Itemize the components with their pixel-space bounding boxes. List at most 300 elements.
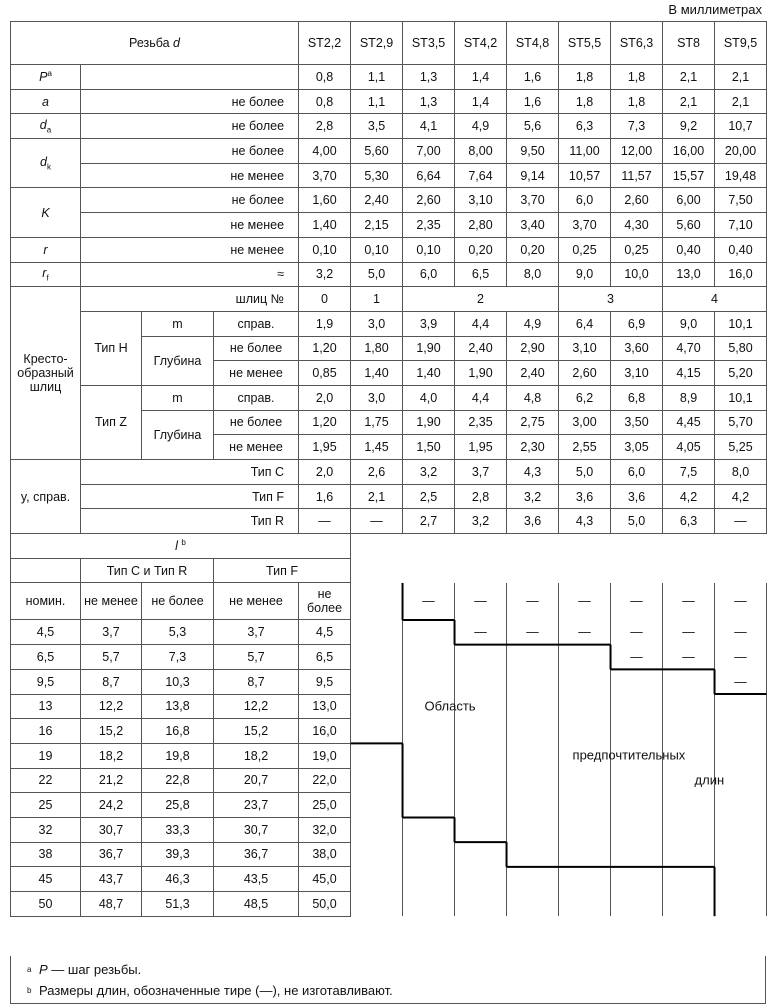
length-limit: 22,0 [299, 768, 351, 793]
length-symbol: l [175, 539, 178, 554]
slot-H-depth-min-value: 2,40 [507, 361, 559, 386]
units-note: В миллиметрах [668, 2, 762, 17]
a-value: 1,8 [611, 89, 663, 114]
dk-min-value: 9,14 [507, 163, 559, 188]
slot-H-depth-min-value: 1,40 [403, 361, 455, 386]
da-value: 5,6 [507, 114, 559, 139]
length-availability-cell [455, 867, 507, 892]
length-availability-cell [403, 669, 455, 694]
pitch-value: 2,1 [663, 65, 715, 90]
dk-min-value: 5,30 [351, 163, 403, 188]
rf-value: 8,0 [507, 262, 559, 287]
length-availability-cell [507, 867, 559, 892]
length-availability-cell [663, 768, 715, 793]
slot-H-depth-min-value: 0,85 [299, 361, 351, 386]
qualifier: не менее [214, 435, 299, 460]
qualifier: не более [81, 89, 299, 114]
length-availability-cell [507, 694, 559, 719]
nominal-length: 6,5 [11, 645, 81, 670]
param-dk [11, 139, 81, 188]
length-limit: 30,7 [81, 817, 142, 842]
length-availability-cell [663, 694, 715, 719]
r-value: 0,10 [403, 237, 455, 262]
dk-min-value: 11,57 [611, 163, 663, 188]
slot-Z-m-value: 10,1 [715, 385, 767, 410]
y-C-value: 3,2 [403, 460, 455, 485]
table-row [11, 484, 767, 509]
table-row [11, 385, 767, 410]
dk-max-value: 16,00 [663, 139, 715, 164]
table-row [11, 213, 767, 238]
slot-Z-depth-max-value: 1,90 [403, 410, 455, 435]
slot-number: 4 [663, 287, 767, 312]
y-type-F: Тип F [81, 484, 299, 509]
thread-header [11, 22, 299, 65]
length-availability-cell [403, 793, 455, 818]
qualifier: не менее [81, 213, 299, 238]
length-limit: 12,2 [81, 694, 142, 719]
a-value: 1,3 [403, 89, 455, 114]
qualifier-empty [81, 65, 299, 90]
length-limit: 8,7 [214, 669, 299, 694]
length-type-CR: Тип C и Тип R [81, 558, 214, 583]
length-availability-cell [663, 669, 715, 694]
r-value: 0,20 [507, 237, 559, 262]
y-F-value: 3,6 [559, 484, 611, 509]
K-min-value: 1,40 [299, 213, 351, 238]
y-type-R: Тип R [81, 509, 299, 534]
K-max-value: 3,10 [455, 188, 507, 213]
nominal-length: 16 [11, 719, 81, 744]
slot-Z-depth-max-value: 1,20 [299, 410, 351, 435]
length-availability-cell [351, 669, 403, 694]
length-availability-cell [455, 892, 507, 917]
length-limit: 5,7 [81, 645, 142, 670]
max-label: не более [142, 583, 214, 620]
r-value: 0,25 [611, 237, 663, 262]
length-availability-cell [715, 867, 767, 892]
length-availability-cell [351, 817, 403, 842]
y-F-value: 2,8 [455, 484, 507, 509]
K-min-value: 3,40 [507, 213, 559, 238]
length-limit: 9,5 [299, 669, 351, 694]
length-availability-cell [403, 743, 455, 768]
pitch-value: 1,8 [611, 65, 663, 90]
dk-max-value: 4,00 [299, 139, 351, 164]
length-availability-cell [455, 793, 507, 818]
K-max-value: 2,60 [403, 188, 455, 213]
y-R-value: 3,2 [455, 509, 507, 534]
slot-H-depth-min-value: 1,40 [351, 361, 403, 386]
length-availability-cell [403, 645, 455, 670]
length-limit: 8,7 [81, 669, 142, 694]
length-availability-cell [455, 669, 507, 694]
length-availability-cell [455, 645, 507, 670]
length-limit: 51,3 [142, 892, 214, 917]
not-manufactured-dash: — [611, 583, 663, 620]
param-r [11, 237, 81, 262]
length-limit: 16,8 [142, 719, 214, 744]
y-C-value: 3,7 [455, 460, 507, 485]
rf-value: 6,0 [403, 262, 455, 287]
length-limit: 39,3 [142, 842, 214, 867]
K-max-value: 6,00 [663, 188, 715, 213]
slot-number-label: шлиц № [81, 287, 299, 312]
slot-Z-depth-max-value: 3,00 [559, 410, 611, 435]
m-label: m [142, 385, 214, 410]
r-value: 0,20 [455, 237, 507, 262]
length-availability-cell [715, 793, 767, 818]
slot-H-depth-max-value: 3,10 [559, 336, 611, 361]
table-row [11, 139, 767, 164]
y-F-value: 3,6 [611, 484, 663, 509]
y-R-value: — [715, 509, 767, 534]
nominal-length: 45 [11, 867, 81, 892]
table-row [11, 583, 767, 620]
K-min-value: 2,15 [351, 213, 403, 238]
thread-symbol: d [173, 36, 180, 50]
table-row [11, 287, 767, 312]
length-limit: 38,0 [299, 842, 351, 867]
y-R-value: 2,7 [403, 509, 455, 534]
slot-H-m-value: 4,9 [507, 311, 559, 336]
da-value: 7,3 [611, 114, 663, 139]
length-availability-cell [663, 817, 715, 842]
y-C-value: 2,0 [299, 460, 351, 485]
length-limit: 5,3 [142, 620, 214, 645]
symbol: P [39, 70, 48, 85]
slot-H-m-value: 3,9 [403, 311, 455, 336]
symbol: a [42, 94, 49, 109]
pitch-value: 1,6 [507, 65, 559, 90]
y-R-value: 3,6 [507, 509, 559, 534]
length-limit: 48,5 [214, 892, 299, 917]
depth-label: Глубина [142, 410, 214, 459]
symbol: d [39, 117, 47, 132]
length-limit: 18,2 [81, 743, 142, 768]
length-limit: 32,0 [299, 817, 351, 842]
length-availability-cell [403, 817, 455, 842]
length-limit: 19,0 [299, 743, 351, 768]
length-type-F: Тип F [214, 558, 351, 583]
y-R-value: 4,3 [559, 509, 611, 534]
param-rf [11, 262, 81, 287]
table-row [11, 842, 767, 867]
length-availability-cell [507, 743, 559, 768]
length-availability-cell [559, 892, 611, 917]
table-row [11, 22, 767, 65]
not-manufactured-dash: — [559, 583, 611, 620]
length-limit: 48,7 [81, 892, 142, 917]
table-row [11, 163, 767, 188]
y-F-value: 2,5 [403, 484, 455, 509]
slot-H-depth-min-value: 3,10 [611, 361, 663, 386]
footnote-a-symbol: P [39, 962, 48, 977]
a-value: 0,8 [299, 89, 351, 114]
footnote-a [27, 961, 765, 982]
length-limit: 3,7 [214, 620, 299, 645]
not-manufactured-dash: — [455, 620, 507, 645]
not-manufactured-dash: — [559, 620, 611, 645]
qualifier: не менее [214, 361, 299, 386]
nominal-length: 22 [11, 768, 81, 793]
length-availability-cell [507, 817, 559, 842]
table-row [11, 188, 767, 213]
dk-max-value: 7,00 [403, 139, 455, 164]
y-F-value: 2,1 [351, 484, 403, 509]
rf-value: 9,0 [559, 262, 611, 287]
slot-H-depth-max-value: 2,90 [507, 336, 559, 361]
y-R-value: 5,0 [611, 509, 663, 534]
qualifier: не менее [81, 237, 299, 262]
thread-size-header: ST2,9 [351, 22, 403, 65]
symbol: K [41, 205, 50, 220]
r-value: 0,40 [663, 237, 715, 262]
length-availability-cell [351, 583, 403, 620]
thread-size-header: ST6,3 [611, 22, 663, 65]
nominal-length: 25 [11, 793, 81, 818]
length-limit: 6,5 [299, 645, 351, 670]
length-limit: 22,8 [142, 768, 214, 793]
not-manufactured-dash: — [611, 620, 663, 645]
y-C-value: 8,0 [715, 460, 767, 485]
qualifier: не более [81, 139, 299, 164]
region-word-3: длин [694, 772, 725, 788]
slot-Z-depth-min-value: 1,50 [403, 435, 455, 460]
not-manufactured-dash: — [611, 645, 663, 670]
length-availability-cell [351, 867, 403, 892]
length-availability-cell [455, 842, 507, 867]
footnotes [10, 956, 766, 1004]
length-availability-cell [611, 694, 663, 719]
da-value: 10,7 [715, 114, 767, 139]
length-availability-cell [663, 719, 715, 744]
y-F-value: 4,2 [715, 484, 767, 509]
length-availability-cell [403, 719, 455, 744]
screw-dimensions-table [10, 21, 767, 917]
length-limit: 7,3 [142, 645, 214, 670]
a-value: 1,4 [455, 89, 507, 114]
length-availability-cell [351, 645, 403, 670]
length-availability-cell [611, 817, 663, 842]
table-row [11, 534, 767, 559]
length-availability-cell [403, 694, 455, 719]
length-availability-cell [507, 669, 559, 694]
not-manufactured-dash: — [715, 583, 767, 620]
length-limit: 15,2 [214, 719, 299, 744]
a-value: 1,6 [507, 89, 559, 114]
length-availability-cell [507, 793, 559, 818]
length-availability-cell [611, 743, 663, 768]
length-availability-cell [351, 620, 403, 645]
slot-Z-depth-min-value: 4,05 [663, 435, 715, 460]
thread-size-header: ST9,5 [715, 22, 767, 65]
y-label: y, справ. [11, 460, 81, 534]
table-cell [11, 558, 81, 583]
length-limit: 24,2 [81, 793, 142, 818]
length-availability-cell [611, 793, 663, 818]
r-value: 0,25 [559, 237, 611, 262]
a-value: 2,1 [663, 89, 715, 114]
table-row [11, 719, 767, 744]
y-C-value: 6,0 [611, 460, 663, 485]
length-limit: 46,3 [142, 867, 214, 892]
dk-min-value: 19,48 [715, 163, 767, 188]
length-limit: 43,5 [214, 867, 299, 892]
K-min-value: 7,10 [715, 213, 767, 238]
dk-min-value: 6,64 [403, 163, 455, 188]
length-availability-cell [559, 694, 611, 719]
y-C-value: 5,0 [559, 460, 611, 485]
param-K [11, 188, 81, 237]
slot-Z-m-value: 6,2 [559, 385, 611, 410]
length-availability-cell [455, 719, 507, 744]
length-availability-cell [507, 645, 559, 670]
y-F-value: 1,6 [299, 484, 351, 509]
slot-H-m-value: 9,0 [663, 311, 715, 336]
param-P [11, 65, 81, 90]
K-min-value: 4,30 [611, 213, 663, 238]
length-limit: 13,8 [142, 694, 214, 719]
length-availability-cell [559, 793, 611, 818]
reference-label: справ. [214, 311, 299, 336]
table-row [11, 768, 767, 793]
slot-Z-depth-max-value: 1,75 [351, 410, 403, 435]
length-limit: 4,5 [299, 620, 351, 645]
K-min-value: 2,35 [403, 213, 455, 238]
length-availability-cell [351, 743, 403, 768]
dk-min-value: 10,57 [559, 163, 611, 188]
footnote-mark-a: a [27, 965, 32, 974]
K-max-value: 2,60 [611, 188, 663, 213]
qualifier: не менее [81, 163, 299, 188]
K-max-value: 6,0 [559, 188, 611, 213]
length-limit: 19,8 [142, 743, 214, 768]
min-label: не менее [81, 583, 142, 620]
pitch-value: 1,4 [455, 65, 507, 90]
a-value: 2,1 [715, 89, 767, 114]
K-max-value: 3,70 [507, 188, 559, 213]
not-manufactured-dash: — [663, 645, 715, 670]
table-row [11, 262, 767, 287]
table-row [11, 620, 767, 645]
slot-number: 2 [403, 287, 559, 312]
length-limit: 25,8 [142, 793, 214, 818]
slot-H-depth-max-value: 2,40 [455, 336, 507, 361]
max-label: не более [299, 583, 351, 620]
slot-Z-depth-min-value: 1,95 [299, 435, 351, 460]
nominal-length: 50 [11, 892, 81, 917]
length-limit: 12,2 [214, 694, 299, 719]
slot-Z-m-value: 4,8 [507, 385, 559, 410]
length-limit: 15,2 [81, 719, 142, 744]
length-limit: 33,3 [142, 817, 214, 842]
slot-H-depth-max-value: 1,80 [351, 336, 403, 361]
nominal-length: 4,5 [11, 620, 81, 645]
table-row [11, 793, 767, 818]
table-row [11, 694, 767, 719]
y-F-value: 3,2 [507, 484, 559, 509]
da-value: 2,8 [299, 114, 351, 139]
length-limit: 30,7 [214, 817, 299, 842]
slot-H-m-value: 6,4 [559, 311, 611, 336]
length-limit: 36,7 [81, 842, 142, 867]
length-availability-cell [455, 817, 507, 842]
nominal-length: 13 [11, 694, 81, 719]
length-sup: b [181, 538, 186, 548]
m-label: m [142, 311, 214, 336]
length-availability-cell [507, 892, 559, 917]
da-value: 9,2 [663, 114, 715, 139]
length-availability-cell [559, 867, 611, 892]
slot-Z-depth-min-value: 5,25 [715, 435, 767, 460]
da-value: 3,5 [351, 114, 403, 139]
K-max-value: 2,40 [351, 188, 403, 213]
length-availability-cell [663, 743, 715, 768]
lengths-area-header [351, 534, 767, 583]
dk-max-value: 9,50 [507, 139, 559, 164]
slot-Z-m-value: 3,0 [351, 385, 403, 410]
da-value: 4,1 [403, 114, 455, 139]
rf-value: 6,5 [455, 262, 507, 287]
length-availability-cell [559, 645, 611, 670]
length-availability-cell [715, 892, 767, 917]
not-manufactured-dash: — [663, 583, 715, 620]
table-row [11, 892, 767, 917]
slot-H-m-value: 10,1 [715, 311, 767, 336]
dk-max-value: 8,00 [455, 139, 507, 164]
min-label: не менее [214, 583, 299, 620]
y-R-value: 6,3 [663, 509, 715, 534]
slot-type-Z: Тип Z [81, 385, 142, 459]
slot-H-m-value: 4,4 [455, 311, 507, 336]
slot-H-depth-min-value: 1,90 [455, 361, 507, 386]
dk-max-value: 20,00 [715, 139, 767, 164]
qualifier: не более [214, 410, 299, 435]
slot-Z-m-value: 2,0 [299, 385, 351, 410]
length-availability-cell [611, 867, 663, 892]
table-row [11, 114, 767, 139]
length-availability-cell [351, 793, 403, 818]
length-availability-cell [351, 694, 403, 719]
region-word-1: Область [424, 698, 476, 714]
rf-value: 10,0 [611, 262, 663, 287]
pitch-value: 2,1 [715, 65, 767, 90]
thread-size-header: ST5,5 [559, 22, 611, 65]
r-value: 0,10 [351, 237, 403, 262]
thread-size-header: ST3,5 [403, 22, 455, 65]
table-row [11, 237, 767, 262]
K-min-value: 3,70 [559, 213, 611, 238]
length-limit: 10,3 [142, 669, 214, 694]
rf-value: 16,0 [715, 262, 767, 287]
thread-size-header: ST4,8 [507, 22, 559, 65]
not-manufactured-dash: — [507, 583, 559, 620]
footnote-mark-b: b [27, 986, 32, 996]
table-row [11, 311, 767, 336]
length-availability-cell [611, 768, 663, 793]
not-manufactured-dash: — [715, 669, 767, 694]
slot-number: 3 [559, 287, 663, 312]
length-limit: 25,0 [299, 793, 351, 818]
y-R-value: — [351, 509, 403, 534]
slot-H-depth-max-value: 3,60 [611, 336, 663, 361]
r-value: 0,40 [715, 237, 767, 262]
region-word-2: предпочтительных [572, 747, 686, 763]
length-limit: 45,0 [299, 867, 351, 892]
not-manufactured-dash: — [455, 583, 507, 620]
symbol-sub: f [46, 273, 49, 283]
